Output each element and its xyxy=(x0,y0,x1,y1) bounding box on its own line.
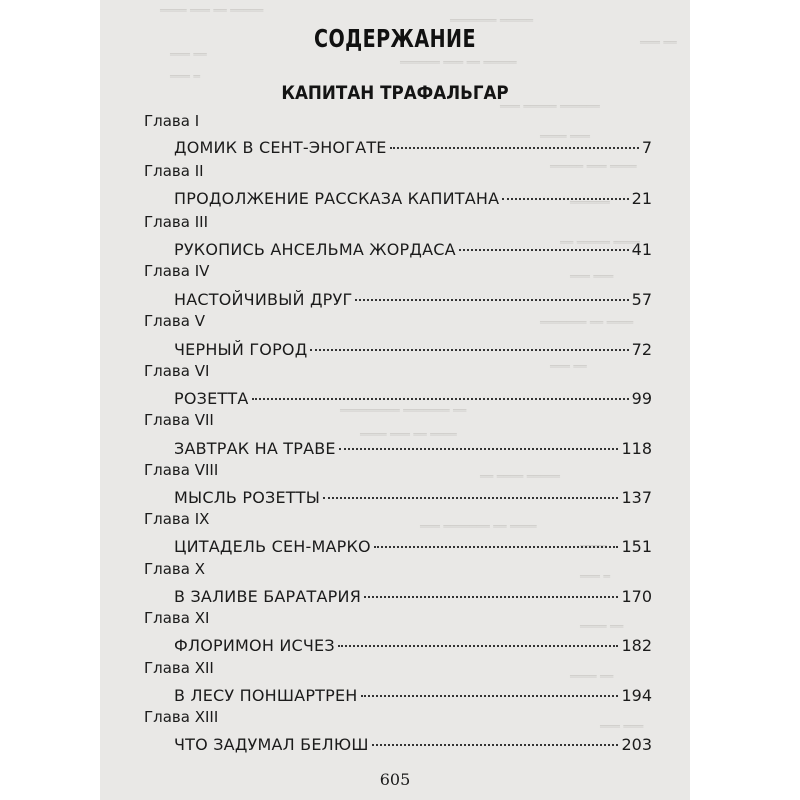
toc-entry[interactable] xyxy=(174,138,652,157)
leader-dots xyxy=(374,546,619,548)
toc-entry[interactable] xyxy=(174,735,652,754)
page-folio: 605 xyxy=(379,770,411,789)
chapter-title: ФЛОРИМОН ИСЧЕЗ xyxy=(174,636,335,655)
chapter-number: Глава VI xyxy=(144,362,210,380)
chapter-title: НАСТОЙЧИВЫЙ ДРУГ xyxy=(174,290,353,309)
chapter-title: МЫСЛЬ РОЗЕТТЫ xyxy=(174,488,321,507)
chapter-number: Глава II xyxy=(144,162,204,180)
toc-entry[interactable] xyxy=(174,439,652,458)
chapter-number: Глава XI xyxy=(144,609,210,627)
page-number: 203 xyxy=(621,735,652,754)
chapter-title: ДОМИК В СЕНТ-ЭНОГАТЕ xyxy=(174,138,387,157)
page-number: 41 xyxy=(631,240,652,259)
chapter-number: Глава IV xyxy=(144,262,210,280)
leader-dots xyxy=(361,695,619,697)
page-number: 170 xyxy=(621,587,652,606)
toc-entry[interactable] xyxy=(174,587,652,606)
leader-dots xyxy=(339,448,619,450)
page-number: 7 xyxy=(641,138,652,157)
leader-dots xyxy=(323,497,618,499)
toc-entry[interactable] xyxy=(174,189,652,208)
page-number: 137 xyxy=(621,488,652,507)
leader-dots xyxy=(364,596,618,598)
chapter-number: Глава XII xyxy=(144,659,214,677)
toc-entry[interactable] xyxy=(174,340,652,359)
chapter-title: РУКОПИСЬ АНСЕЛЬМА ЖОРДАСА xyxy=(174,240,456,259)
page-number: 194 xyxy=(621,686,652,705)
leader-dots xyxy=(338,645,619,647)
show-through-background: ════ ═══ ══ ═════ ═══════ ═════ ═══ ══ ═══ ══ ══════ ═══ ══ ═════ ═══ ═ ═══ ═════ ══════ ════ ═══ ═════ ═══ ════ ══════ ══ ═════ ════ ═══ ═══ ═══════ ══ ════ ═══ ══ ═════════ ═══════ ══ ════ ═══ ══ ════ ══ ════ ═════ ═══ ═══════ ══ ════ ════ ═══ ═ ════ ══ ════ ══ ═══ ═══ xyxy=(160,4,677,733)
toc-entry[interactable] xyxy=(174,290,652,309)
chapter-title: ЧТО ЗАДУМАЛ БЕЛЮШ xyxy=(174,735,369,754)
chapter-title: В ЛЕСУ ПОНШАРТРЕН xyxy=(174,686,358,705)
page-number: 182 xyxy=(621,636,652,655)
toc-entry[interactable] xyxy=(174,537,652,556)
chapter-title: ЦИТАДЕЛЬ СЕН-МАРКО xyxy=(174,537,371,556)
book-page xyxy=(100,0,690,800)
chapter-number: Глава VIII xyxy=(144,461,219,479)
chapter-number: Глава X xyxy=(144,560,206,578)
toc-entry[interactable] xyxy=(174,389,652,408)
page-number: 151 xyxy=(621,537,652,556)
page-number: 21 xyxy=(631,189,652,208)
chapter-title: ПРОДОЛЖЕНИЕ РАССКАЗА КАПИТАНА xyxy=(174,189,500,208)
leader-dots xyxy=(355,299,628,301)
chapter-title: РОЗЕТТА xyxy=(174,389,249,408)
chapter-title: ЧЕРНЫЙ ГОРОД xyxy=(174,340,308,359)
chapter-number: Глава V xyxy=(144,312,205,330)
leader-dots xyxy=(372,744,619,746)
chapter-number: Глава VII xyxy=(144,411,214,429)
page-number: 99 xyxy=(631,389,652,408)
leader-dots xyxy=(459,249,629,251)
leader-dots xyxy=(252,398,629,400)
part-title: КАПИТАН ТРАФАЛЬГАР xyxy=(281,82,509,104)
page-number: 72 xyxy=(631,340,652,359)
page-number: 118 xyxy=(621,439,652,458)
leader-dots xyxy=(310,349,628,351)
toc-entry[interactable] xyxy=(174,686,652,705)
page-number: 57 xyxy=(631,290,652,309)
toc-entry[interactable] xyxy=(174,488,652,507)
leader-dots xyxy=(390,147,639,149)
leader-dots xyxy=(502,198,628,200)
chapter-number: Глава I xyxy=(144,112,200,130)
toc-entry[interactable] xyxy=(174,636,652,655)
chapter-title: ЗАВТРАК НА ТРАВЕ xyxy=(174,439,336,458)
page-title: СОДЕРЖАНИЕ xyxy=(314,24,476,53)
chapter-title: В ЗАЛИВЕ БАРАТАРИЯ xyxy=(174,587,362,606)
toc-entry[interactable] xyxy=(174,240,652,259)
chapter-number: Глава XIII xyxy=(144,708,219,726)
chapter-number: Глава IX xyxy=(144,510,210,528)
chapter-number: Глава III xyxy=(144,213,208,231)
